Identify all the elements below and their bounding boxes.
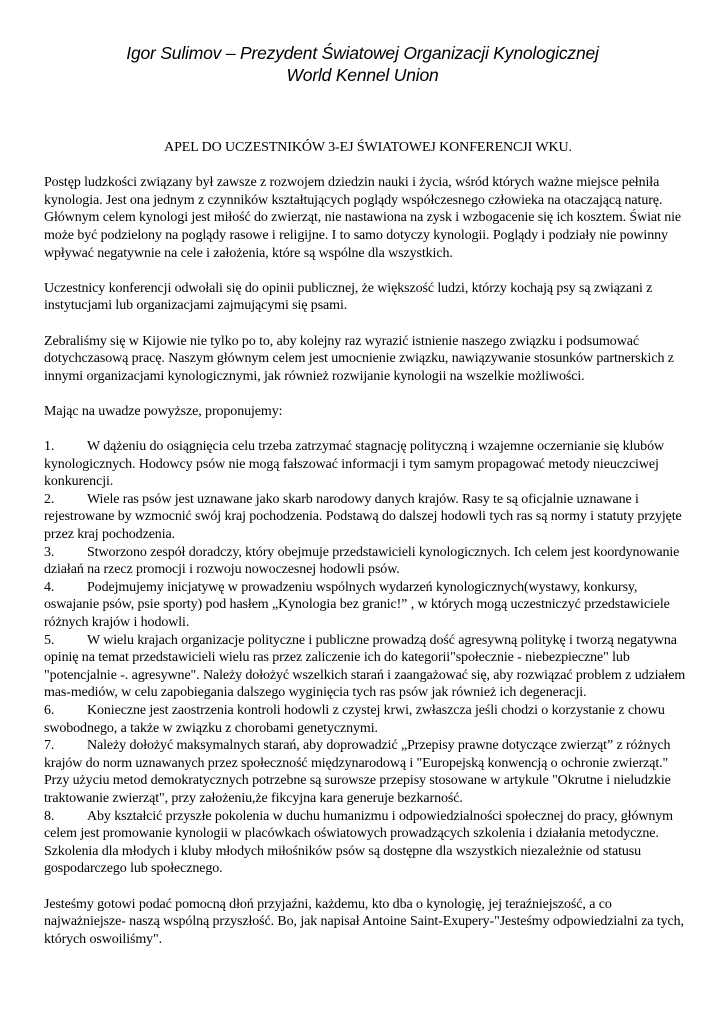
paragraph-closing: Jesteśmy gotowi podać pomocną dłoń przyjaźni, każdemu, kto dba o kynologię, jej teraźniejszość, a co najważniejsze- naszą wspólną przyszłość. Bo, jak napisał Antoine Saint-Exupery-"Jesteśmy odpowiedzialni za tych, których oswoiliśmy". [44,896,684,947]
paragraph-kiev: Zebraliśmy się w Kijowie nie tylko po to, aby kolejny raz wyrazić istnienie naszego związku i podsumować dotychczasową pracę. Naszym głównym celem jest umocnienie związku, nawiązywanie stosunków partnerskich z innymi organizacjami kynologicznymi, jak również rozwijanie kynologii na wszelkie możliwości. [44,333,674,384]
proposal-list [44,438,686,878]
document-body [44,139,686,966]
list-item-number: 7. [44,738,55,754]
list-item-number: 4. [44,579,55,595]
paragraph-participants: Uczestnicy konferencji odwołali się do opinii publicznej, że większość ludzi, którzy kochają psy są związani z instytucjami lub organizacjami zajmującymi się psami. [44,280,653,314]
list-item-text: Podejmujemy inicjatywę w prowadzeniu wspólnych wydarzeń kynologicznych(wystawy, konkursy, oswajanie psów, psie sporty) pod hasłem „Kynologia bez granic!” , w których mogą uczestniczyć przedstawiciele różnych krajów i hodowli. [44,579,670,631]
list-item [44,702,686,737]
list-item [44,579,686,632]
list-item [44,491,686,544]
list-item-text: W wielu krajach organizacje polityczne i publiczne prowadzą dość agresywną politykę i tworzą negatywna opinię na temat przedstawicieli wielu ras przez zaliczenie ich do kategorii"społecznie - niebezpieczne" lub "potencjalnie -. agresywne". Należy dołożyć wszelkich starań i zaangażować się, aby rozwiązać problem z udziałem mas-mediów, w celu zapobiegania dalszego wyginięcia tych ras psów jak również ich degeneracji. [44,632,686,701]
list-item [44,438,686,491]
list-item-text: Wiele ras psów jest uznawane jako skarb narodowy danych krajów. Rasy te są oficjalnie uznawane i rejestrowane by wzmocnić swój kraj pochodzenia. Podstawą do dalszej hodowli tych ras są normy i statuty przyjęte przez kraj pochodzenia. [44,491,682,543]
list-item-text: Aby kształcić przyszłe pokolenia w duchu humanizmu i odpowiedzialności społecznej do pracy, głównym celem jest promowanie kynologii w placówkach oświatowych prowadzących szkolenia i działania metodyczne. Szkolenia dla młodych i kluby młodych miłośników psów są dostępne dla wszystkich niezależnie od statusu gospodarczego lub społecznego. [44,808,673,877]
list-item-number: 2. [44,491,55,507]
list-item [44,737,686,807]
document-title: APEL DO UCZESTNIKÓW 3-EJ ŚWIATOWEJ KONFERENCJI WKU. [164,140,572,155]
paragraph-intro: Postęp ludzkości związany był zawsze z rozwojem dziedzin nauki i życia, wśród których ważne miejsce pełniła kynologia. Jest ona jednym z czynników kształtujących poglądy współczesnego człowieka na otaczającą naturę. Głównym celem kynologi jest miłość do zwierząt, nie nastawiona na zysk i wzbogacenie się ich kosztem. Świat nie może być podzielony na poglądy rasowe i religijne. I to samo dotyczy kynologii. Poglądy i podziały nie powinny wpływać negatywnie na cele i założenia, które są wspólne dla wszystkich. [44,175,682,261]
list-item [44,544,686,579]
list-item-text: Stworzono zespół doradczy, który obejmuje przedstawicieli kynologicznych. Ich celem jest koordynowanie działań na rzecz promocji i rozwoju nowoczesnej hodowli psów. [44,544,680,578]
list-item-text: Należy dołożyć maksymalnych starań, aby doprowadzić „Przepisy prawne dotyczące zwierząt” z różnych krajów do norm uznawanych przez społeczność międzynarodową i "Europejską konwencją o ochronie zwierząt." Przy użyciu metod demokratycznych potrzebne są surowsze przepisy stosowane w artykule "Okrutne i nieludzkie traktowanie zwierząt", przy założeniu,że fikcyjna kara generuje bezkarność. [44,738,671,806]
list-item-text: Konieczne jest zaostrzenia kontroli hodowli z czystej krwi, zwłaszcza jeśli chodzi o korzystanie z chowu swobodnego, a także w związku z chorobami genetycznymi. [44,703,665,736]
header-line-1: Igor Sulimov – Prezydent Światowej Organizacji Kynologicznej [126,43,599,63]
list-item [44,808,686,878]
list-item-text: W dążeniu do osiągnięcia celu trzeba zatrzymać stagnację polityczną i wzajemne oczernianie się klubów kynologicznych. Hodowcy psów nie mogą fałszować informacji i tym samym propagować metody nieuczciwej konkurencji. [44,439,664,490]
header-line-2: World Kennel Union [286,65,439,85]
list-item [44,632,686,702]
list-item-number: 8. [44,808,55,824]
document-header [0,42,725,86]
paragraph-proposal-intro: Mając na uwadze powyższe, proponujemy: [44,403,283,419]
list-item-number: 5. [44,632,55,648]
list-item-number: 1. [44,439,55,455]
list-item-number: 6. [44,703,55,718]
list-item-number: 3. [44,544,55,560]
